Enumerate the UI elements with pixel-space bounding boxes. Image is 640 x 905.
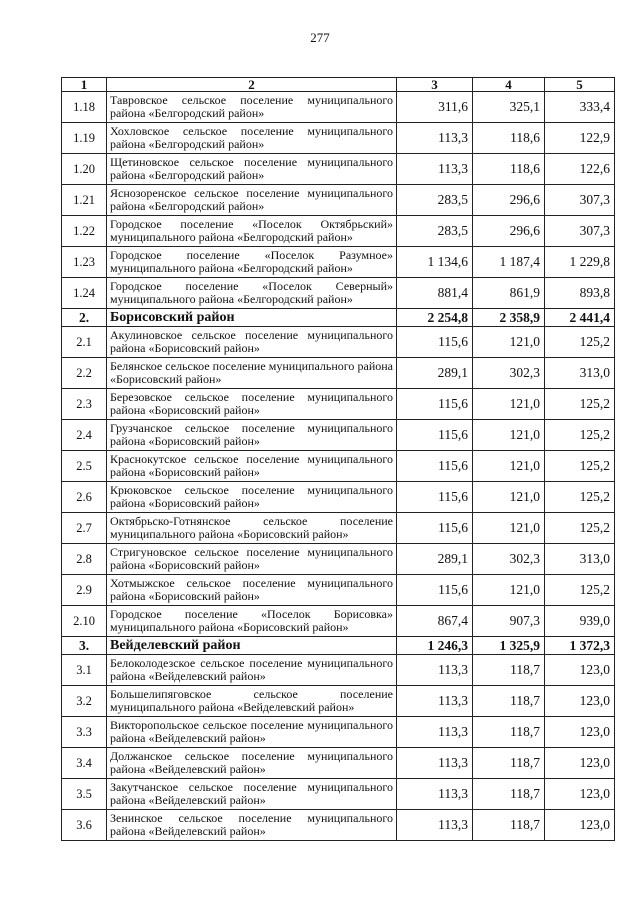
value-col5: 123,0 bbox=[545, 655, 615, 686]
table-body bbox=[62, 92, 615, 841]
row-number: 2.10 bbox=[62, 606, 107, 637]
row-number: 3.4 bbox=[62, 748, 107, 779]
row-name: Хохловское сельское поселение муниципального района «Белгородский район» bbox=[107, 123, 397, 154]
value-col4: 1 187,4 bbox=[473, 247, 545, 278]
table-row bbox=[62, 216, 615, 247]
value-col3: 289,1 bbox=[397, 544, 473, 575]
value-col5: 125,2 bbox=[545, 451, 615, 482]
row-number: 2.4 bbox=[62, 420, 107, 451]
table-row bbox=[62, 154, 615, 185]
column-header-3: 3 bbox=[397, 78, 473, 92]
value-col3: 289,1 bbox=[397, 358, 473, 389]
value-col3: 1 134,6 bbox=[397, 247, 473, 278]
row-number: 2. bbox=[62, 309, 107, 327]
value-col4: 325,1 bbox=[473, 92, 545, 123]
row-name: Краснокутское сельское поселение муниципального района «Борисовский район» bbox=[107, 451, 397, 482]
row-number: 2.8 bbox=[62, 544, 107, 575]
value-col5: 1 229,8 bbox=[545, 247, 615, 278]
table-row bbox=[62, 810, 615, 841]
value-col4: 118,6 bbox=[473, 123, 545, 154]
row-name: Вейделевский район bbox=[107, 637, 397, 655]
value-col3: 113,3 bbox=[397, 748, 473, 779]
table-row bbox=[62, 278, 615, 309]
value-col5: 122,6 bbox=[545, 154, 615, 185]
value-col3: 311,6 bbox=[397, 92, 473, 123]
row-number: 3.1 bbox=[62, 655, 107, 686]
budget-table bbox=[61, 77, 615, 841]
value-col3: 283,5 bbox=[397, 185, 473, 216]
row-number: 2.6 bbox=[62, 482, 107, 513]
value-col4: 118,7 bbox=[473, 810, 545, 841]
table-row bbox=[62, 655, 615, 686]
value-col5: 307,3 bbox=[545, 216, 615, 247]
value-col3: 113,3 bbox=[397, 655, 473, 686]
value-col3: 115,6 bbox=[397, 513, 473, 544]
row-number: 1.22 bbox=[62, 216, 107, 247]
column-header-4: 4 bbox=[473, 78, 545, 92]
value-col4: 1 325,9 bbox=[473, 637, 545, 655]
value-col4: 118,6 bbox=[473, 154, 545, 185]
row-number: 1.20 bbox=[62, 154, 107, 185]
table-row bbox=[62, 575, 615, 606]
value-col5: 123,0 bbox=[545, 686, 615, 717]
row-name: Яснозоренское сельское поселение муниципального района «Белгородский район» bbox=[107, 185, 397, 216]
row-name: Березовское сельское поселение муниципального района «Борисовский район» bbox=[107, 389, 397, 420]
row-number: 2.9 bbox=[62, 575, 107, 606]
value-col5: 123,0 bbox=[545, 810, 615, 841]
value-col3: 113,3 bbox=[397, 779, 473, 810]
row-name: Хотмыжское сельское поселение муниципального района «Борисовский район» bbox=[107, 575, 397, 606]
table-row bbox=[62, 482, 615, 513]
row-name: Городское поселение «Поселок Северный» муниципального района «Белгородский район» bbox=[107, 278, 397, 309]
table-row bbox=[62, 420, 615, 451]
row-name: Крюковское сельское поселение муниципального района «Борисовский район» bbox=[107, 482, 397, 513]
page-number: 277 bbox=[310, 30, 330, 45]
value-col3: 115,6 bbox=[397, 575, 473, 606]
value-col4: 121,0 bbox=[473, 327, 545, 358]
value-col5: 122,9 bbox=[545, 123, 615, 154]
table-row bbox=[62, 748, 615, 779]
value-col4: 118,7 bbox=[473, 779, 545, 810]
table-row bbox=[62, 358, 615, 389]
table-row bbox=[62, 451, 615, 482]
value-col4: 861,9 bbox=[473, 278, 545, 309]
row-number: 3.6 bbox=[62, 810, 107, 841]
value-col3: 115,6 bbox=[397, 420, 473, 451]
value-col3: 113,3 bbox=[397, 717, 473, 748]
table-row bbox=[62, 686, 615, 717]
table-row bbox=[62, 544, 615, 575]
value-col5: 123,0 bbox=[545, 717, 615, 748]
row-number: 3.5 bbox=[62, 779, 107, 810]
row-name: Борисовский район bbox=[107, 309, 397, 327]
row-number: 1.23 bbox=[62, 247, 107, 278]
value-col3: 115,6 bbox=[397, 327, 473, 358]
table-row bbox=[62, 513, 615, 544]
value-col4: 907,3 bbox=[473, 606, 545, 637]
column-header-2: 2 bbox=[107, 78, 397, 92]
value-col3: 283,5 bbox=[397, 216, 473, 247]
value-col5: 125,2 bbox=[545, 513, 615, 544]
row-name: Зенинское сельское поселение муниципального района «Вейделевский район» bbox=[107, 810, 397, 841]
row-name: Белянское сельское поселение муниципального района «Борисовский район» bbox=[107, 358, 397, 389]
value-col3: 867,4 bbox=[397, 606, 473, 637]
row-name: Должанское сельское поселение муниципального района «Вейделевский район» bbox=[107, 748, 397, 779]
row-name: Щетиновское сельское поселение муниципального района «Белгородский район» bbox=[107, 154, 397, 185]
row-name: Большелипяговское сельское поселение муниципального района «Вейделевский район» bbox=[107, 686, 397, 717]
row-name: Октябрьско-Готнянское сельское поселение муниципального района «Борисовский район» bbox=[107, 513, 397, 544]
value-col5: 313,0 bbox=[545, 358, 615, 389]
value-col3: 113,3 bbox=[397, 154, 473, 185]
row-number: 1.18 bbox=[62, 92, 107, 123]
section-row bbox=[62, 309, 615, 327]
row-name: Городское поселение «Поселок Разумное» муниципального района «Белгородский район» bbox=[107, 247, 397, 278]
value-col4: 2 358,9 bbox=[473, 309, 545, 327]
value-col4: 296,6 bbox=[473, 216, 545, 247]
row-number: 1.19 bbox=[62, 123, 107, 154]
row-number: 2.2 bbox=[62, 358, 107, 389]
row-name: Белоколодезское сельское поселение муниципального района «Вейделевский район» bbox=[107, 655, 397, 686]
value-col4: 121,0 bbox=[473, 513, 545, 544]
value-col5: 893,8 bbox=[545, 278, 615, 309]
value-col3: 113,3 bbox=[397, 686, 473, 717]
value-col5: 1 372,3 bbox=[545, 637, 615, 655]
value-col4: 302,3 bbox=[473, 544, 545, 575]
value-col4: 118,7 bbox=[473, 686, 545, 717]
row-number: 2.5 bbox=[62, 451, 107, 482]
value-col4: 118,7 bbox=[473, 717, 545, 748]
value-col3: 1 246,3 bbox=[397, 637, 473, 655]
table-row bbox=[62, 123, 615, 154]
row-name: Городское поселение «Поселок Октябрьский» муниципального района «Белгородский район» bbox=[107, 216, 397, 247]
value-col3: 113,3 bbox=[397, 123, 473, 154]
value-col4: 121,0 bbox=[473, 575, 545, 606]
value-col4: 302,3 bbox=[473, 358, 545, 389]
value-col4: 118,7 bbox=[473, 655, 545, 686]
row-number: 1.24 bbox=[62, 278, 107, 309]
value-col5: 125,2 bbox=[545, 327, 615, 358]
row-number: 2.7 bbox=[62, 513, 107, 544]
row-name: Закутчанское сельское поселение муниципального района «Вейделевский район» bbox=[107, 779, 397, 810]
value-col3: 113,3 bbox=[397, 810, 473, 841]
value-col5: 313,0 bbox=[545, 544, 615, 575]
table-row bbox=[62, 606, 615, 637]
table-row bbox=[62, 717, 615, 748]
value-col5: 123,0 bbox=[545, 779, 615, 810]
column-header-5: 5 bbox=[545, 78, 615, 92]
table-row bbox=[62, 185, 615, 216]
value-col4: 121,0 bbox=[473, 451, 545, 482]
value-col3: 2 254,8 bbox=[397, 309, 473, 327]
row-number: 3.3 bbox=[62, 717, 107, 748]
row-number: 3. bbox=[62, 637, 107, 655]
value-col3: 115,6 bbox=[397, 389, 473, 420]
value-col4: 121,0 bbox=[473, 420, 545, 451]
table-row bbox=[62, 389, 615, 420]
value-col5: 125,2 bbox=[545, 482, 615, 513]
row-name: Викторопольское сельское поселение муниципального района «Вейделевский район» bbox=[107, 717, 397, 748]
column-header-1: 1 bbox=[62, 78, 107, 92]
value-col3: 115,6 bbox=[397, 482, 473, 513]
row-name: Стригуновское сельское поселение муниципального района «Борисовский район» bbox=[107, 544, 397, 575]
row-name: Грузчанское сельское поселение муниципального района «Борисовский район» bbox=[107, 420, 397, 451]
value-col5: 2 441,4 bbox=[545, 309, 615, 327]
value-col3: 115,6 bbox=[397, 451, 473, 482]
table-row bbox=[62, 779, 615, 810]
table-row bbox=[62, 247, 615, 278]
section-row bbox=[62, 637, 615, 655]
value-col5: 939,0 bbox=[545, 606, 615, 637]
value-col3: 881,4 bbox=[397, 278, 473, 309]
value-col4: 121,0 bbox=[473, 482, 545, 513]
value-col5: 125,2 bbox=[545, 420, 615, 451]
table-row bbox=[62, 327, 615, 358]
row-name: Городское поселение «Поселок Борисовка» муниципального района «Борисовский район» bbox=[107, 606, 397, 637]
value-col4: 296,6 bbox=[473, 185, 545, 216]
row-name: Акулиновское сельское поселение муниципального района «Борисовский район» bbox=[107, 327, 397, 358]
value-col5: 123,0 bbox=[545, 748, 615, 779]
row-number: 3.2 bbox=[62, 686, 107, 717]
value-col5: 125,2 bbox=[545, 389, 615, 420]
row-number: 1.21 bbox=[62, 185, 107, 216]
table-row bbox=[62, 92, 615, 123]
value-col5: 333,4 bbox=[545, 92, 615, 123]
value-col5: 307,3 bbox=[545, 185, 615, 216]
value-col4: 121,0 bbox=[473, 389, 545, 420]
row-name: Тавровское сельское поселение муниципального района «Белгородский район» bbox=[107, 92, 397, 123]
value-col5: 125,2 bbox=[545, 575, 615, 606]
value-col4: 118,7 bbox=[473, 748, 545, 779]
row-number: 2.3 bbox=[62, 389, 107, 420]
row-number: 2.1 bbox=[62, 327, 107, 358]
table-header-row bbox=[62, 78, 615, 92]
